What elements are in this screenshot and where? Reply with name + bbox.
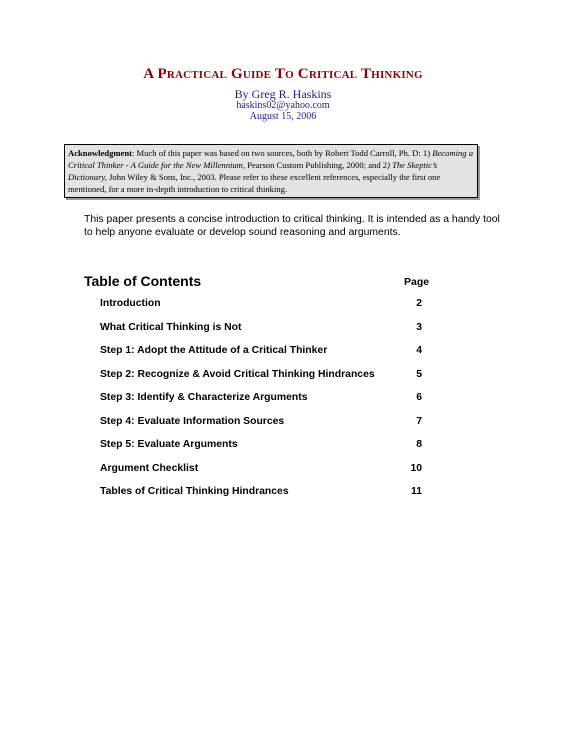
toc-entry-page[interactable]: 11 [411, 486, 422, 497]
toc-page-label: Page [404, 276, 430, 288]
acknowledgment-text-1: : Much of this paper was based on two sources, both by Robert Todd Carroll, Ph. D: 1) [131, 148, 433, 158]
toc-entry-label[interactable]: Tables of Critical Thinking Hindrances [100, 486, 289, 497]
toc-entry-page[interactable]: 6 [416, 392, 422, 403]
acknowledgment-text-3: John Wiley & Sons, Inc., 2003. Please refer to these excellent references, especially the first one mentioned, for a more in-depth introduction to critical thinking. [68, 172, 441, 194]
acknowledgment-label: Acknowledgment [68, 148, 132, 158]
toc-entry-label[interactable]: Step 4: Evaluate Information Sources [100, 415, 285, 427]
toc-entry[interactable] [100, 345, 430, 369]
acknowledgment-book-1: Becoming a Critical Thinker - A Guide for the New Millennium [68, 148, 474, 170]
acknowledgment-book-2: ) The Skeptic’s Dictionary, [68, 160, 438, 182]
toc-entry-label[interactable]: Argument Checklist [100, 462, 199, 474]
toc-entry[interactable] [100, 298, 430, 322]
toc-entry-page[interactable]: 10 [410, 462, 422, 474]
toc-entry[interactable] [100, 463, 430, 487]
document-title: A Practical Guide To Critical Thinking [143, 66, 423, 82]
toc-entry-page[interactable]: 8 [416, 439, 422, 450]
toc-entry-label[interactable]: Introduction [100, 298, 161, 309]
toc-entry[interactable] [100, 322, 430, 346]
author-line: By Greg R. Haskins [234, 87, 332, 101]
toc-list [100, 298, 430, 510]
toc-entry-page[interactable]: 2 [416, 298, 422, 309]
toc-entry-label[interactable]: Step 2: Recognize & Avoid Critical Thinking Hindrances [100, 368, 375, 380]
toc-entry-label[interactable]: Step 5: Evaluate Arguments [100, 439, 238, 450]
toc-entry[interactable] [100, 439, 430, 463]
intro-paragraph: This paper presents a concise introduction to critical thinking. It is intended as a handy tool to help anyone evaluate or develop sound reasoning and arguments. [84, 214, 500, 238]
acknowledgment-box [64, 144, 478, 198]
toc-entry[interactable] [100, 486, 430, 510]
toc-entry-label[interactable]: What Critical Thinking is Not [100, 321, 242, 333]
toc-entry-label[interactable]: Step 3: Identify & Characterize Arguments [100, 392, 308, 403]
document-date: August 15, 2006 [249, 111, 317, 122]
acknowledgment-text-2: , Pearson Custom Publishing, 2000; and 2 [242, 160, 388, 170]
toc-entry[interactable] [100, 369, 430, 393]
toc-entry[interactable] [100, 416, 430, 440]
toc-entry-label[interactable]: Step 1: Adopt the Attitude of a Critical Thinker [100, 345, 328, 356]
toc-entry-page[interactable]: 7 [416, 415, 422, 427]
toc-entry-page[interactable]: 4 [416, 345, 422, 356]
author-email: haskins02@yahoo.com [236, 100, 330, 111]
toc-entry[interactable] [100, 392, 430, 416]
toc-entry-page[interactable]: 5 [416, 368, 422, 380]
toc-title: Table of Contents [84, 273, 202, 289]
toc-entry-page[interactable]: 3 [416, 321, 422, 333]
